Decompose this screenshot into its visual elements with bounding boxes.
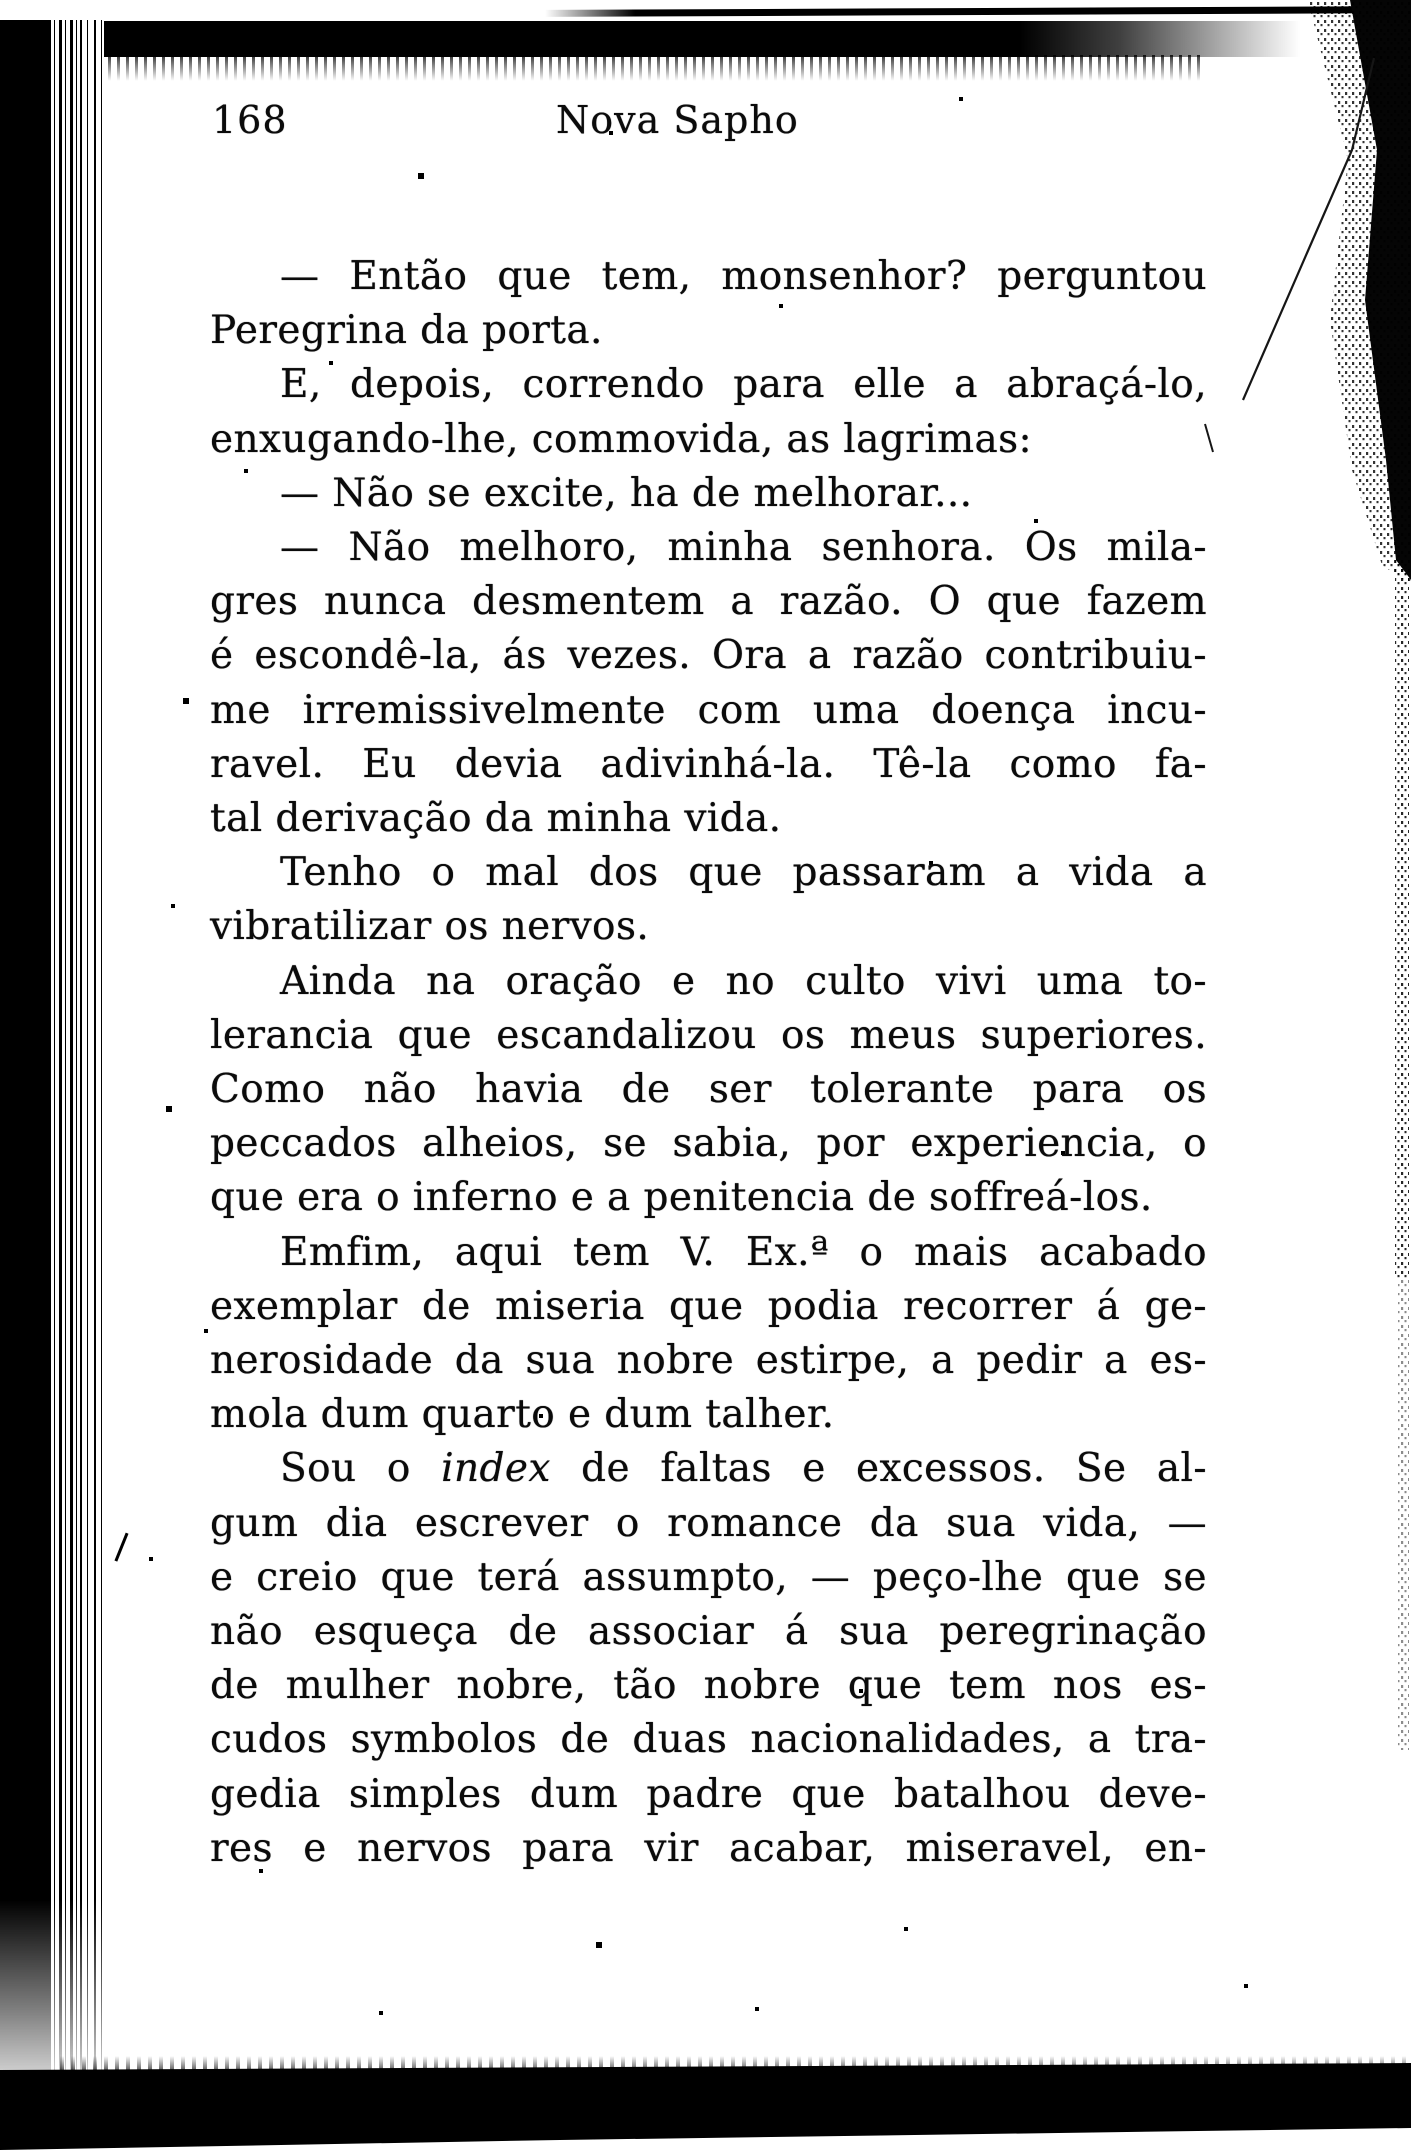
italic-word: index	[441, 1446, 551, 1492]
text-line: Como não havia de ser tolerante para os	[210, 1067, 1207, 1113]
text-line: Emfim, aqui tem V. Ex.ª o mais acabado	[280, 1229, 1207, 1275]
text-line: não esqueça de associar á sua peregrinação	[210, 1609, 1207, 1655]
page-number: 168	[212, 98, 288, 142]
text-line: exemplar de miseria que podia recorrer á ge-	[210, 1283, 1207, 1329]
text-line: de mulher nobre, tão nobre que tem nos es-	[210, 1663, 1207, 1709]
text-line: — Então que tem, monsenhor? perguntou	[280, 254, 1207, 299]
text-line: gedia simples dum padre que batalhou deve-	[210, 1771, 1207, 1817]
text-line: Tenho o mal dos que passaram a vida a	[280, 850, 1207, 896]
scan-noise-specks	[0, 0, 2, 2]
text-line: é escondê-la, ás vezes. Ora a razão contribuiu-	[210, 633, 1207, 679]
text-line: — Não se excite, ha de melhorar...	[280, 470, 973, 516]
text-line: cudos symbolos de duas nacionalidades, a tra-	[210, 1717, 1207, 1763]
text-line: lerancia que escandalizou os meus superiores.	[210, 1012, 1207, 1058]
text-line: ravel. Eu devia adivinhá-la. Tê-la como fa-	[210, 741, 1207, 787]
running-title: Nova Sapho	[556, 98, 799, 142]
text-line: peccados alheios, se sabia, por experiencia, o	[210, 1121, 1207, 1167]
text-segment: Sou o	[280, 1446, 442, 1492]
text-line: gum dia escrever o romance da sua vida, —	[210, 1500, 1207, 1546]
page-header	[210, 98, 1205, 144]
text-line: me irremissivelmente com uma doença incu-	[210, 687, 1207, 733]
text-line: gres nunca desmentem a razão. O que fazem	[210, 579, 1207, 625]
text-line: E, depois, correndo para elle a abraçá-lo,	[280, 362, 1207, 408]
text-line: — Não melhoro, minha senhora. Os mila-	[280, 525, 1207, 571]
text-line: e creio que terá assumpto, — peço-lhe que se	[210, 1554, 1207, 1600]
right-edge-speckle-strip-faint	[1398, 1280, 1409, 1750]
text-line: nerosidade da sua nobre estirpe, a pedir a es-	[210, 1338, 1207, 1384]
right-edge-speckle-strip	[1395, 560, 1409, 1280]
text-line: tal derivação da minha vida.	[210, 796, 782, 842]
text-line	[210, 1442, 1207, 1496]
text-line: Ainda na oração e no culto vivi uma to-	[280, 958, 1207, 1004]
text-line: res e nervos para vir acabar, miseravel, en-	[210, 1825, 1207, 1871]
text-line: que era o inferno e a penitencia de soffreá-los.	[210, 1175, 1153, 1221]
body-text-block	[210, 250, 1207, 1876]
text-line: vibratilizar os nervos.	[210, 904, 650, 950]
text-line: enxugando-lhe, commovida, as lagrimas:	[210, 416, 1033, 462]
text-line: mola dum quarto e dum talher.	[210, 1392, 835, 1438]
text-line: Peregrina da porta.	[210, 308, 603, 354]
right-edge-speckle-wedge	[1308, 0, 1411, 585]
text-segment: de faltas e excessos. Se al-	[550, 1446, 1207, 1492]
